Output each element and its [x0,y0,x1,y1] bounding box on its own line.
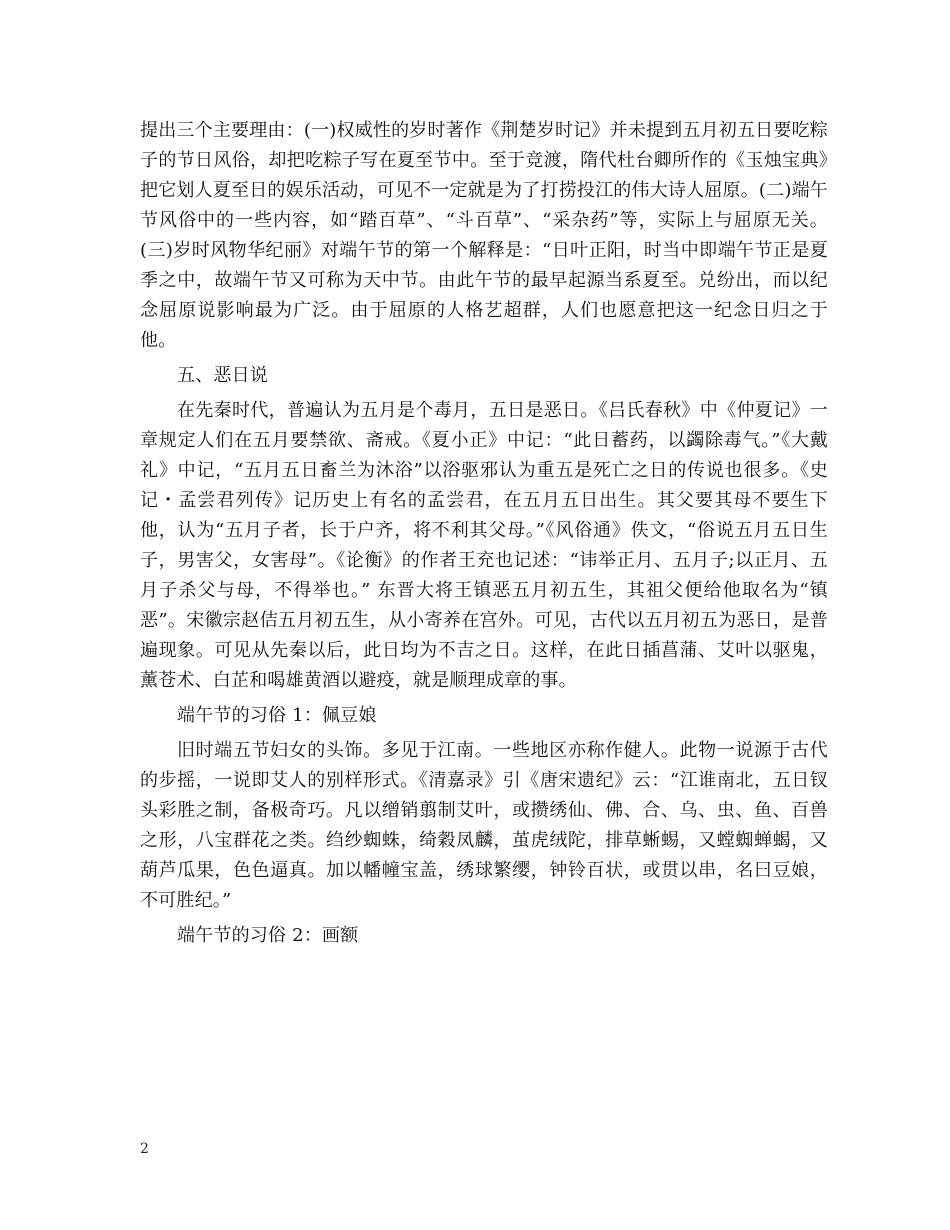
section-heading-custom-1: 端午节的习俗 1：佩豆娘 [177,705,377,726]
paragraph-custom-1: 旧时端五节妇女的头饰。多见于江南。一些地区亦称作健人。此物一说源于古代的步摇，一说即艾人的别样形式。《清嘉录》引《唐宋遗纪》云：“江谁南北，五日钗头彩胜之制，备极奇巧。凡以缯销翦制艾叶，或攒绣仙、佛、合、乌、虫、鱼、百兽之形，八宝群花之类。绉纱蜘蛛，绮穀凤麟，茧虎绒陀，排草蜥蜴，又螳蜘蝉蝎，又葫芦瓜果，色色逼真。加以幡幢宝盖，绣球繁缨，钟铃百状，或贯以串，名曰豆娘，不可胜纪。” [140,740,828,911]
paragraph-evil-day: 在先秦时代，普遍认为五月是个毒月，五日是恶日。《吕氏春秋》中《仲夏记》一章规定人们在五月要禁欲、斋戒。《夏小正》中记：“此日蓄药，以蠲除毒气。”《大戴礼》中记，“五月五日畜兰为沐浴”以浴驱邪认为重五是死亡之日的传说也很多。《史记・孟尝君列传》记历史上有名的孟尝君，在五月五日出生。其父要其母不要生下他，认为“五月子者，长于户齐，将不利其父母。”《风俗通》佚文，“俗说五月五日生子，男害父，女害母”。《论衡》的作者王充也记述：“讳举正月、五月子;以正月、五月子杀父与母，不得举也。” 东晋大将王镇恶五月初五生，其祖父便给他取名为“镇恶”。宋徽宗赵佶五月初五生，从小寄养在宫外。可见，古代以五月初五为恶日，是普遍现象。可见从先秦以后，此日均为不吉之日。这样，在此日插菖蒲、艾叶以驱鬼，薰苍术、白芷和喝雄黄酒以避疫，就是顺理成章的事。 [140,400,828,691]
paragraph-reasons: 提出三个主要理由：(一)权威性的岁时著作《荆楚岁时记》并未提到五月初五日要吃粽子的节日风俗，却把吃粽子写在夏至节中。至于竞渡，隋代杜台卿所作的《玉烛宝典》把它划人夏至日的娱乐活动，可见不一定就是为了打捞投江的伟大诗人屈原。(二)端午节风俗中的一些内容，如“踏百草”、“斗百草”、“采杂药”等，实际上与屈原无关。(三)岁时风物华纪丽》对端午节的第一个解释是：“日叶正阳，时当中即端午节正是夏季之中，故端午节又可称为天中节。由此午节的最早起源当系夏至。兑纷出，而以纪念屈原说影响最为广泛。由于屈原的人格艺超群，人们也愿意把这一纪念日归之于他。 [140,120,828,351]
document-body [140,116,828,956]
page-number: 2 [140,1141,149,1157]
section-heading-evil-day: 五、恶日说 [177,365,268,386]
section-heading-custom-2: 端午节的习俗 2：画额 [177,925,359,946]
